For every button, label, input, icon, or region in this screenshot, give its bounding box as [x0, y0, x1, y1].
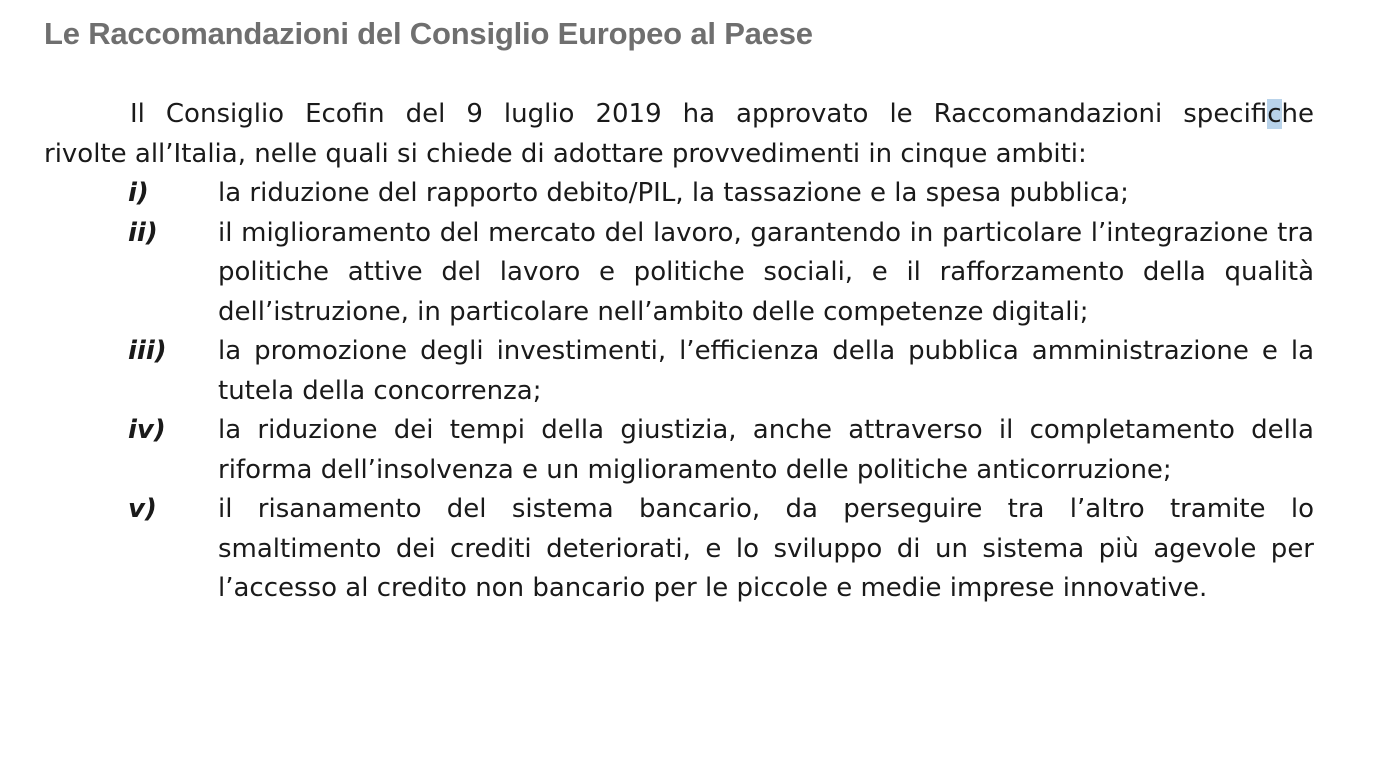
- list-item: [128, 490, 1314, 609]
- list-marker: iii): [128, 336, 167, 366]
- intro-line-1: [44, 95, 1314, 135]
- text-cursor-highlight[interactable]: c: [1267, 99, 1282, 129]
- list-marker: i): [128, 178, 149, 208]
- list-item-text: il miglioramento del mercato del lavoro, garantendo in particolare l’integrazione tra politiche attive del lavoro e politiche sociali, e il rafforzamento della qualità dell’istruzione, in particolare nell’ambito delle competenze digitali;: [218, 217, 1314, 327]
- list-item-text: la promozione degli investimenti, l’efficienza della pubblica amministrazione e la tutela della concorrenza;: [218, 336, 1314, 406]
- list-item-text: il risanamento del sistema bancario, da perseguire tra l’altro tramite lo smaltimento dei crediti deteriorati, e lo sviluppo di un sistema più agevole per l’accesso al credito non bancario per le piccole e medie imprese innovative.: [218, 494, 1314, 603]
- list-item-text: la riduzione del rapporto debito/PIL, la tassazione e la spesa pubblica;: [218, 178, 1129, 208]
- list-item: [128, 332, 1314, 411]
- section-heading: Le Raccomandazioni del Consiglio Europeo al Paese: [44, 16, 813, 51]
- list-item-text: la riduzione dei tempi della giustizia, anche attraverso il completamento della riforma dell’insolvenza e un miglioramento delle politiche anticorruzione;: [218, 415, 1314, 485]
- intro-text-before-cursor: Il Consiglio Ecofin del 9 luglio 2019 ha approvato le Raccomandazioni specifi: [130, 99, 1268, 129]
- intro-line-2: rivolte all’Italia, nelle quali si chiede di adottare provvedimenti in cinque ambiti:: [44, 138, 1087, 169]
- list-item: [128, 411, 1314, 490]
- list-marker: ii): [128, 217, 158, 248]
- list-marker: v): [128, 494, 157, 524]
- list-marker: iv): [128, 415, 166, 445]
- list-item: [128, 214, 1314, 333]
- intro-text-after-cursor: he: [1281, 99, 1314, 129]
- recommendations-list: [128, 174, 1314, 609]
- list-item: [128, 174, 1314, 214]
- intro-paragraph: [44, 95, 1314, 174]
